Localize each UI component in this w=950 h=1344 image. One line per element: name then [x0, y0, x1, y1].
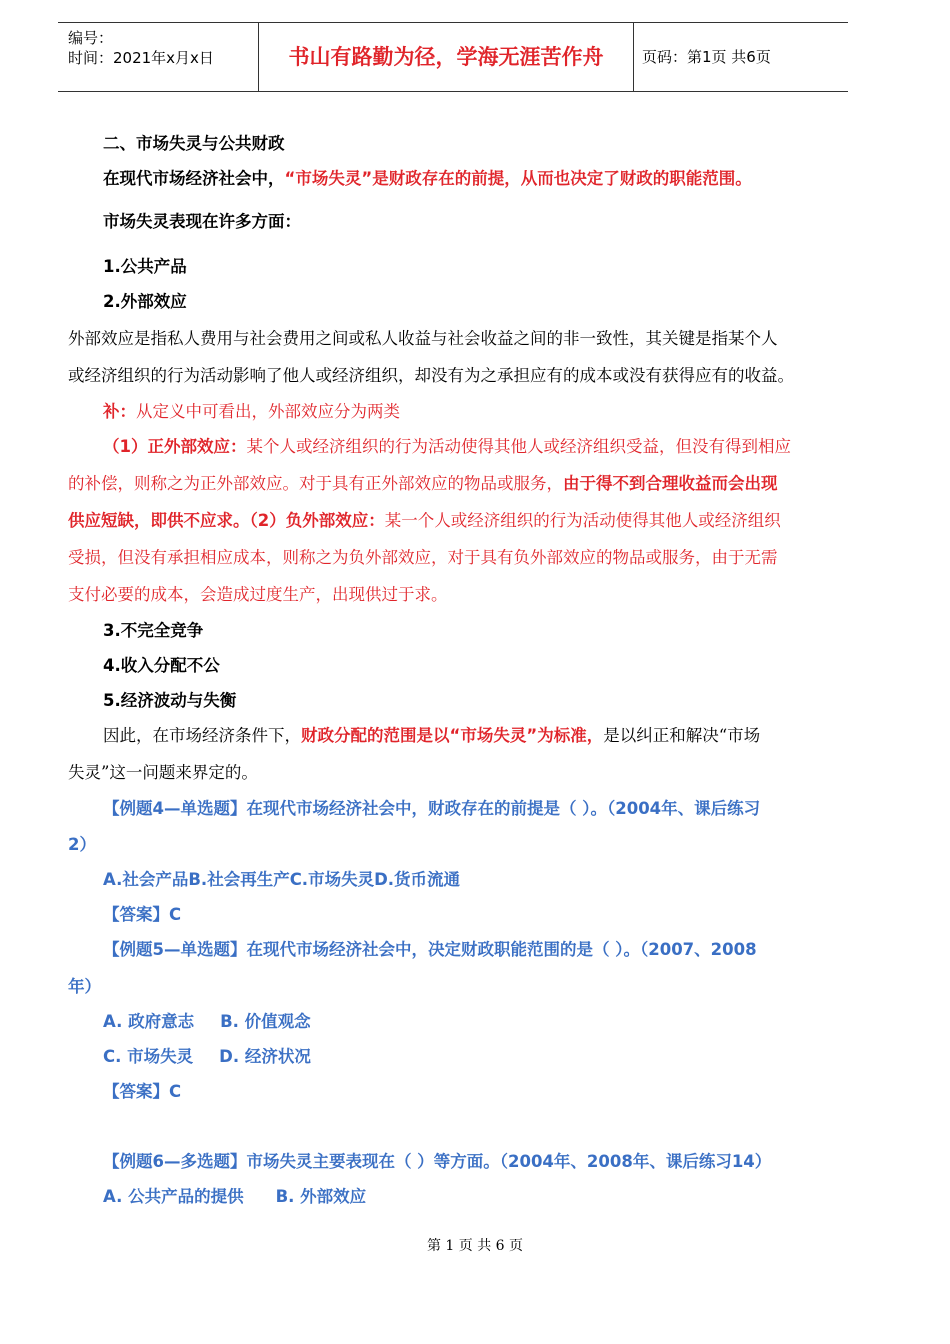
- example-5-options-2: [103, 1045, 883, 1069]
- list-item-public-goods: 1.公共产品: [103, 257, 187, 276]
- externality-definition-1: 外部效应是指私人费用与社会费用之间或私人收益与社会收益之间的非一致性，其关键是指某个人: [68, 329, 778, 348]
- positive-externality-2: [68, 472, 848, 496]
- thesis: [103, 167, 883, 191]
- answer-tag: 【答案】: [103, 905, 169, 924]
- positive-text-2: 的补偿，则称之为正外部效应。对于具有正外部效应的物品或服务，: [68, 474, 563, 493]
- positive-text: 某个人或经济组织的行为活动使得其他人或经济组织受益，但没有得到相应: [246, 437, 791, 456]
- list-item-distribution: 4.收入分配不公: [103, 656, 220, 675]
- positive-externality-1: [103, 435, 883, 459]
- example-4-question-2: 2）: [68, 835, 96, 854]
- example-4-question: [103, 797, 883, 821]
- section-title: 二、市场失灵与公共财政: [103, 134, 285, 153]
- example-4-answer: [103, 903, 883, 927]
- list-item-externality: 2.外部效应: [103, 292, 187, 311]
- option-b: B. 外部效应: [275, 1187, 367, 1206]
- example-5-answer: [103, 1080, 883, 1104]
- positive-label: （1）正外部效应：: [103, 437, 247, 456]
- number-label: 编号：: [68, 29, 114, 47]
- supplement-label: 补：: [103, 402, 136, 421]
- conclusion-1: [103, 724, 883, 748]
- answer-value: C: [169, 1082, 182, 1101]
- list-item-fluctuation: 5.经济波动与失衡: [103, 691, 237, 710]
- example-6-question: [103, 1150, 883, 1174]
- thesis-text: 在现代市场经济社会中，: [103, 169, 285, 188]
- option-d: D. 经济状况: [219, 1047, 311, 1066]
- example-5-text: 在现代市场经济社会中，决定财政职能范围的是（ ）。（2007、2008: [246, 940, 757, 959]
- conclusion-emphasis: 财政分配的范围是以“市场失灵”为标准，: [301, 726, 604, 745]
- supplement-text: 从定义中可看出，外部效应分为两类: [136, 402, 400, 421]
- intro-text: 市场失灵表现在许多方面：: [103, 212, 301, 231]
- negative-externality-2: 支付必要的成本，会造成过度生产，出现供过于求。: [68, 585, 448, 604]
- header-motto: 书山有路勤为径，学海无涯苦作舟: [258, 23, 634, 91]
- header-meta: [58, 23, 258, 91]
- thesis-highlight: “市场失灵”是财政存在的前提，从而也决定了财政的职能范围。: [284, 169, 752, 188]
- page-header: [58, 22, 848, 92]
- negative-text: 某一个人或经济组织的行为活动使得其他人或经济组织: [384, 511, 781, 530]
- externality-definition-2: 或经济组织的行为活动影响了他人或经济组织，却没有为之承担应有的成本或没有获得应有的收益。: [68, 366, 794, 385]
- supplement: [103, 400, 883, 424]
- example-6-options: [103, 1185, 883, 1209]
- conclusion-2: 失灵”这一问题来界定的。: [68, 763, 258, 782]
- option-b: B. 价值观念: [220, 1012, 311, 1031]
- example-5-options-1: [103, 1010, 883, 1034]
- conclusion-text-2: 是以纠正和解决“市场: [603, 726, 761, 745]
- option-c: C. 市场失灵: [103, 1047, 194, 1066]
- example-6-tag: 【例题6—多选题】: [103, 1152, 247, 1171]
- example-5-question: [103, 938, 883, 962]
- option-a: A. 公共产品的提供: [103, 1187, 244, 1206]
- negative-externality-1: 受损，但没有承担相应成本，则称之为负外部效应，对于具有负外部效应的物品或服务，由于无需: [68, 548, 778, 567]
- positive-emphasis: 由于得不到合理收益而会出现: [563, 474, 778, 493]
- option-a: A. 政府意志: [103, 1012, 195, 1031]
- example-4-text: 在现代市场经济社会中，财政存在的前提是（ ）。（2004年、课后练习: [246, 799, 761, 818]
- conclusion-text: 因此，在市场经济条件下，: [103, 726, 301, 745]
- list-item-competition: 3.不完全竞争: [103, 621, 204, 640]
- example-6-text: 市场失灵主要表现在（ ）等方面。（2004年、2008年、课后练习14）: [246, 1152, 772, 1171]
- negative-label: 供应短缺，即供不应求。（2）负外部效应：: [68, 511, 385, 530]
- example-5-tag: 【例题5—单选题】: [103, 940, 247, 959]
- example-4-options: A.社会产品B.社会再生产C.市场失灵D.货币流通: [103, 870, 461, 889]
- example-5-question-2: 年）: [68, 977, 101, 996]
- time-label: 时间：2021年x月x日: [68, 49, 214, 67]
- example-4-tag: 【例题4—单选题】: [103, 799, 247, 818]
- positive-externality-3: [68, 509, 848, 533]
- answer-value: C: [169, 905, 182, 924]
- answer-tag: 【答案】: [103, 1082, 169, 1101]
- page-footer: 第 1 页 共 6 页: [426, 1238, 524, 1254]
- header-page-info: 页码：第1页 共6页: [642, 48, 771, 66]
